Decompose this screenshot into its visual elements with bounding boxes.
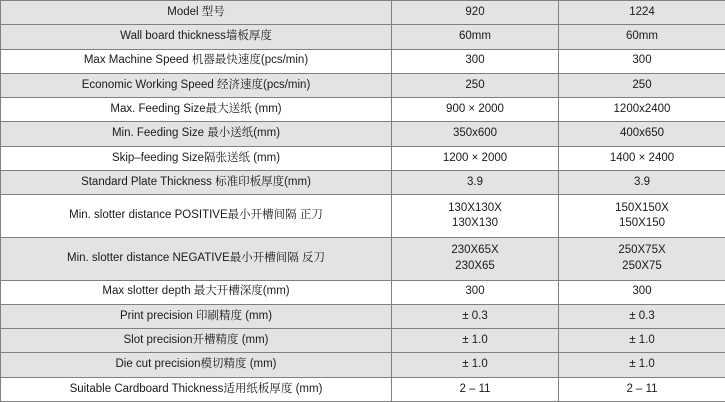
spec-label-cell: Min. Feeding Size 最小送纸(mm) <box>1 122 392 146</box>
table-row <box>1 25 725 49</box>
spec-label-cell: Standard Plate Thickness 标准印板厚度(mm) <box>1 170 392 194</box>
spec-value-cell: 920 <box>392 1 559 25</box>
spec-label-cell: Die cut precision模切精度 (mm) <box>1 353 392 377</box>
table-row <box>1 195 725 238</box>
table-row <box>1 237 725 280</box>
spec-label-cell: Min. slotter distance POSITIVE最小开槽间隔 正刀 <box>1 195 392 238</box>
table-row <box>1 329 725 353</box>
table-row <box>1 98 725 122</box>
spec-label-cell: Skip–feeding Size隔张送纸 (mm) <box>1 146 392 170</box>
spec-value-cell: ± 1.0 <box>559 353 725 377</box>
table-row <box>1 353 725 377</box>
spec-value-cell: 1200 × 2000 <box>392 146 559 170</box>
spec-value-cell: 1224 <box>559 1 725 25</box>
spec-value-line: 250X75 <box>622 259 662 272</box>
spec-value-line: 230X65 <box>455 259 495 272</box>
spec-value-cell: 1400 × 2400 <box>559 146 725 170</box>
table-row <box>1 170 725 194</box>
spec-value-cell: 3.9 <box>392 170 559 194</box>
spec-value-cell <box>559 237 725 280</box>
table-row <box>1 49 725 73</box>
spec-value-line: 230X65X <box>451 244 499 257</box>
spec-label-cell: Suitable Cardboard Thickness适用纸板厚度 (mm) <box>1 377 392 401</box>
spec-label-cell: Slot precision开槽精度 (mm) <box>1 329 392 353</box>
spec-value-cell: 300 <box>559 49 725 73</box>
spec-value-cell <box>392 195 559 238</box>
table-row <box>1 377 725 401</box>
spec-value-cell: 2 – 11 <box>559 377 725 401</box>
spec-value-cell: 2 – 11 <box>392 377 559 401</box>
table-row <box>1 146 725 170</box>
spec-value-line: 250X75X <box>618 244 666 257</box>
spec-value-line: 130X130 <box>451 217 499 230</box>
spec-value-cell: ± 1.0 <box>392 353 559 377</box>
spec-value-cell: 900 × 2000 <box>392 98 559 122</box>
spec-value-line: 150X150 <box>618 217 666 230</box>
spec-value-cell: 1200x2400 <box>559 98 725 122</box>
table-row <box>1 1 725 25</box>
spec-value-cell: 400x650 <box>559 122 725 146</box>
spec-value-cell: 300 <box>559 280 725 304</box>
table-row <box>1 304 725 328</box>
spec-value-cell: 250 <box>559 73 725 97</box>
spec-label-cell: Max slotter depth 最大开槽深度(mm) <box>1 280 392 304</box>
spec-value-cell: 60mm <box>559 25 725 49</box>
spec-value-cell: ± 1.0 <box>392 329 559 353</box>
spec-label-cell: Max Machine Speed 机器最快速度(pcs/min) <box>1 49 392 73</box>
spec-value-cell <box>392 237 559 280</box>
spec-value-line: 130X130X <box>448 201 502 214</box>
spec-value-line: 150X150X <box>615 201 669 214</box>
spec-label-cell: Wall board thickness墙板厚度 <box>1 25 392 49</box>
spec-value-cell: 300 <box>392 49 559 73</box>
table-row <box>1 73 725 97</box>
spec-label-cell: Print precision 印刷精度 (mm) <box>1 304 392 328</box>
spec-label-cell: Model 型号 <box>1 1 392 25</box>
spec-value-cell <box>559 195 725 238</box>
spec-value-cell: ± 0.3 <box>559 304 725 328</box>
spec-label-cell: Economic Working Speed 经济速度(pcs/min) <box>1 73 392 97</box>
spec-value-cell: 60mm <box>392 25 559 49</box>
spec-label-cell: Max. Feeding Size最大送纸 (mm) <box>1 98 392 122</box>
spec-value-cell: ± 1.0 <box>559 329 725 353</box>
table-row <box>1 122 725 146</box>
spec-label-cell: Min. slotter distance NEGATIVE最小开槽间隔 反刀 <box>1 237 392 280</box>
spec-value-cell: ± 0.3 <box>392 304 559 328</box>
spec-value-cell: 250 <box>392 73 559 97</box>
spec-value-cell: 350x600 <box>392 122 559 146</box>
spec-value-cell: 3.9 <box>559 170 725 194</box>
table-row <box>1 280 725 304</box>
spec-value-cell: 300 <box>392 280 559 304</box>
specification-table-body <box>1 1 725 402</box>
